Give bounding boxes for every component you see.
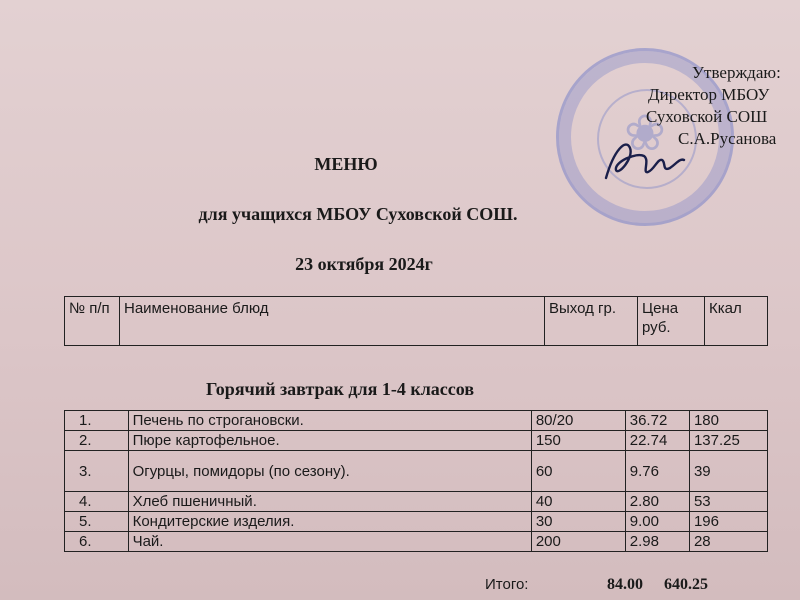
cell-output: 30 [531,512,625,532]
header-kcal: Ккал [705,297,768,346]
cell-kcal: 39 [689,451,767,492]
cell-name: Чай. [128,532,531,552]
cell-price: 9.76 [625,451,689,492]
approval-school: Суховской СОШ [646,107,768,126]
cell-output: 200 [531,532,625,552]
cell-num: 1. [65,411,129,431]
cell-name: Пюре картофельное. [128,431,531,451]
table-row [65,431,768,451]
table-row [65,451,768,492]
cell-name: Кондитерские изделия. [128,512,531,532]
approval-position: Директор МБОУ [648,85,770,104]
cell-output: 80/20 [531,411,625,431]
cell-kcal: 137.25 [689,431,767,451]
eagle-emblem-icon: ❀ [624,105,666,161]
total-label: Итого: [485,576,529,593]
approval-block [640,62,800,150]
table-row [65,411,768,431]
cell-kcal: 180 [689,411,767,431]
menu-subtitle: для учащихся МБОУ Суховской СОШ. [198,204,518,224]
total-kcal: 640.25 [664,576,708,593]
cell-num: 5. [65,512,129,532]
cell-name: Печень по строгановски. [128,411,531,431]
cell-num: 4. [65,492,129,512]
header-num: № п/п [65,297,120,346]
header-output: Выход гр. [545,297,638,346]
cell-kcal: 53 [689,492,767,512]
cell-name: Огурцы, помидоры (по сезону). [128,451,531,492]
menu-table [64,410,768,552]
cell-output: 150 [531,431,625,451]
total-price: 84.00 [607,576,643,593]
header-row [65,297,768,346]
cell-num: 2. [65,431,129,451]
approval-name: С.А.Русанова [678,129,777,148]
table-row [65,512,768,532]
cell-price: 9.00 [625,512,689,532]
cell-kcal: 196 [689,512,767,532]
cell-output: 60 [531,451,625,492]
menu-title: МЕНЮ [314,154,378,174]
cell-kcal: 28 [689,532,767,552]
cell-price: 36.72 [625,411,689,431]
cell-price: 2.80 [625,492,689,512]
cell-name: Хлеб пшеничный. [128,492,531,512]
approval-heading: Утверждаю: [692,63,781,82]
cell-price: 22.74 [625,431,689,451]
cell-price: 2.98 [625,532,689,552]
table-row [65,532,768,552]
section-title: Горячий завтрак для 1-4 классов [205,379,475,399]
table-row [65,492,768,512]
cell-output: 40 [531,492,625,512]
header-name: Наименование блюд [120,297,545,346]
cell-num: 3. [65,451,129,492]
menu-date: 23 октября 2024г [295,254,433,274]
cell-num: 6. [65,532,129,552]
menu-header-table [64,296,768,346]
header-price: Цена руб. [638,297,705,346]
